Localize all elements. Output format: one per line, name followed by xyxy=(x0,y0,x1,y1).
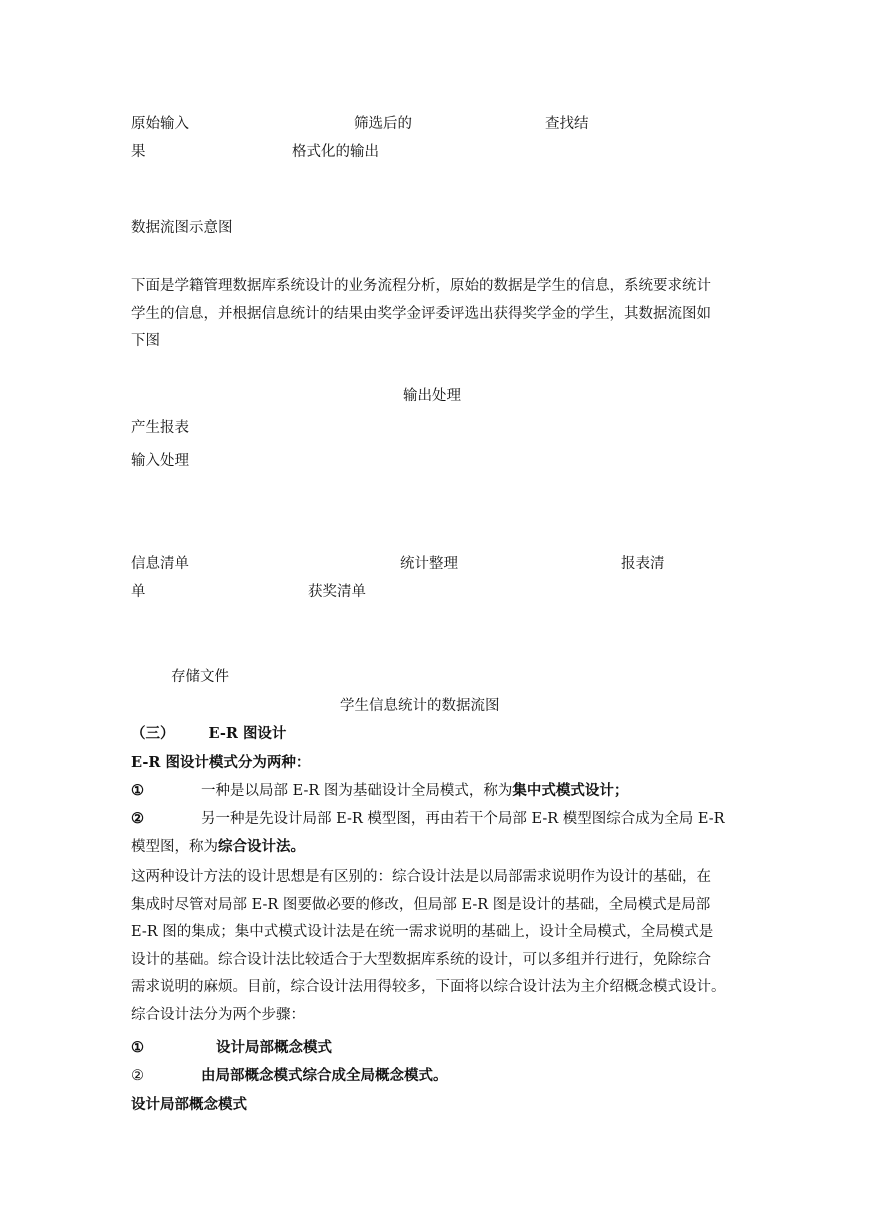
label-output-process: 输出处理 xyxy=(403,388,461,404)
intro-line: 学生的信息，并根据信息统计的结果由奖学金评委评选出获得奖学金的学生，其数据流图如 xyxy=(131,305,711,322)
section-title: E-R 图设计 xyxy=(208,725,287,742)
mode2-line2-prefix: 模型图，称为 xyxy=(131,839,218,855)
step1-marker: ① xyxy=(131,1039,144,1056)
body-line: 需求说明的麻烦。目前，综合设计法用得较多，下面将以综合设计法为主介绍概念模式设计。 xyxy=(131,979,726,995)
intro-line: 下图 xyxy=(131,333,160,349)
label-generate-report: 产生报表 xyxy=(131,420,189,436)
body-line: 这两种设计方法的设计思想是有区别的：综合设计法是以局部需求说明作为设计的基础，在 xyxy=(131,869,711,885)
mode1-bold: 集中式模式设计； xyxy=(512,782,629,799)
label-search-result-1: 查找结 xyxy=(545,116,589,132)
label-stat-arrange: 统计整理 xyxy=(400,556,458,572)
body-paragraph xyxy=(131,864,741,1029)
step2-marker: ② xyxy=(131,1068,144,1084)
section-number: （三） xyxy=(131,725,175,742)
label-storage-file: 存储文件 xyxy=(171,669,229,685)
mode1-marker: ① xyxy=(131,782,144,799)
step1-text: 设计局部概念模式 xyxy=(216,1039,332,1056)
label-formatted-output: 格式化的输出 xyxy=(292,144,379,160)
mode1-line xyxy=(201,781,628,801)
label-search-result-2: 果 xyxy=(131,144,146,160)
mode2-marker: ② xyxy=(131,810,144,827)
caption-dataflow-sketch: 数据流图示意图 xyxy=(131,220,233,236)
label-report-list-2: 单 xyxy=(131,584,146,600)
label-filtered: 筛选后的 xyxy=(354,116,412,132)
section-heading xyxy=(131,724,286,744)
mode2-line2 xyxy=(131,837,305,857)
mode1-text: 一种是以局部 E-R 图为基础设计全局模式，称为 xyxy=(201,783,513,799)
label-info-list: 信息清单 xyxy=(131,556,189,572)
mode2-line1: 另一种是先设计局部 E-R 模型图，再由若干个局部 E-R 模型图综合成为全局 E-R xyxy=(201,811,725,827)
body-line: 设计的基础。综合设计法比较适合于大型数据库系统的设计，可以多组并行进行，免除综合 xyxy=(131,951,711,968)
final-heading: 设计局部概念模式 xyxy=(131,1096,247,1113)
body-line: E-R 图的集成；集中式模式设计法是在统一需求说明的基础上，设计全局模式，全局模式是 xyxy=(131,924,714,940)
label-original-input: 原始输入 xyxy=(131,116,189,132)
label-report-list-1: 报表清 xyxy=(621,556,665,572)
mode2-line2-bold: 综合设计法。 xyxy=(218,838,305,855)
step2-text: 由局部概念模式综合成全局概念模式。 xyxy=(201,1067,448,1084)
body-line: 综合设计法分为两个步骤： xyxy=(131,1006,305,1023)
body-line: 集成时尽管对局部 E-R 图要做必要的修改，但局部 E-R 图是设计的基础，全局模式是局部 xyxy=(131,896,711,913)
label-input-process: 输入处理 xyxy=(131,453,189,469)
intro-paragraph xyxy=(131,273,741,356)
modes-heading: E-R 图设计模式分为两种： xyxy=(131,754,311,771)
intro-line: 下面是学籍管理数据库系统设计的业务流程分析，原始的数据是学生的信息，系统要求统计 xyxy=(131,278,711,294)
caption-student-dataflow: 学生信息统计的数据流图 xyxy=(340,698,500,714)
label-award-list: 获奖清单 xyxy=(308,584,366,600)
